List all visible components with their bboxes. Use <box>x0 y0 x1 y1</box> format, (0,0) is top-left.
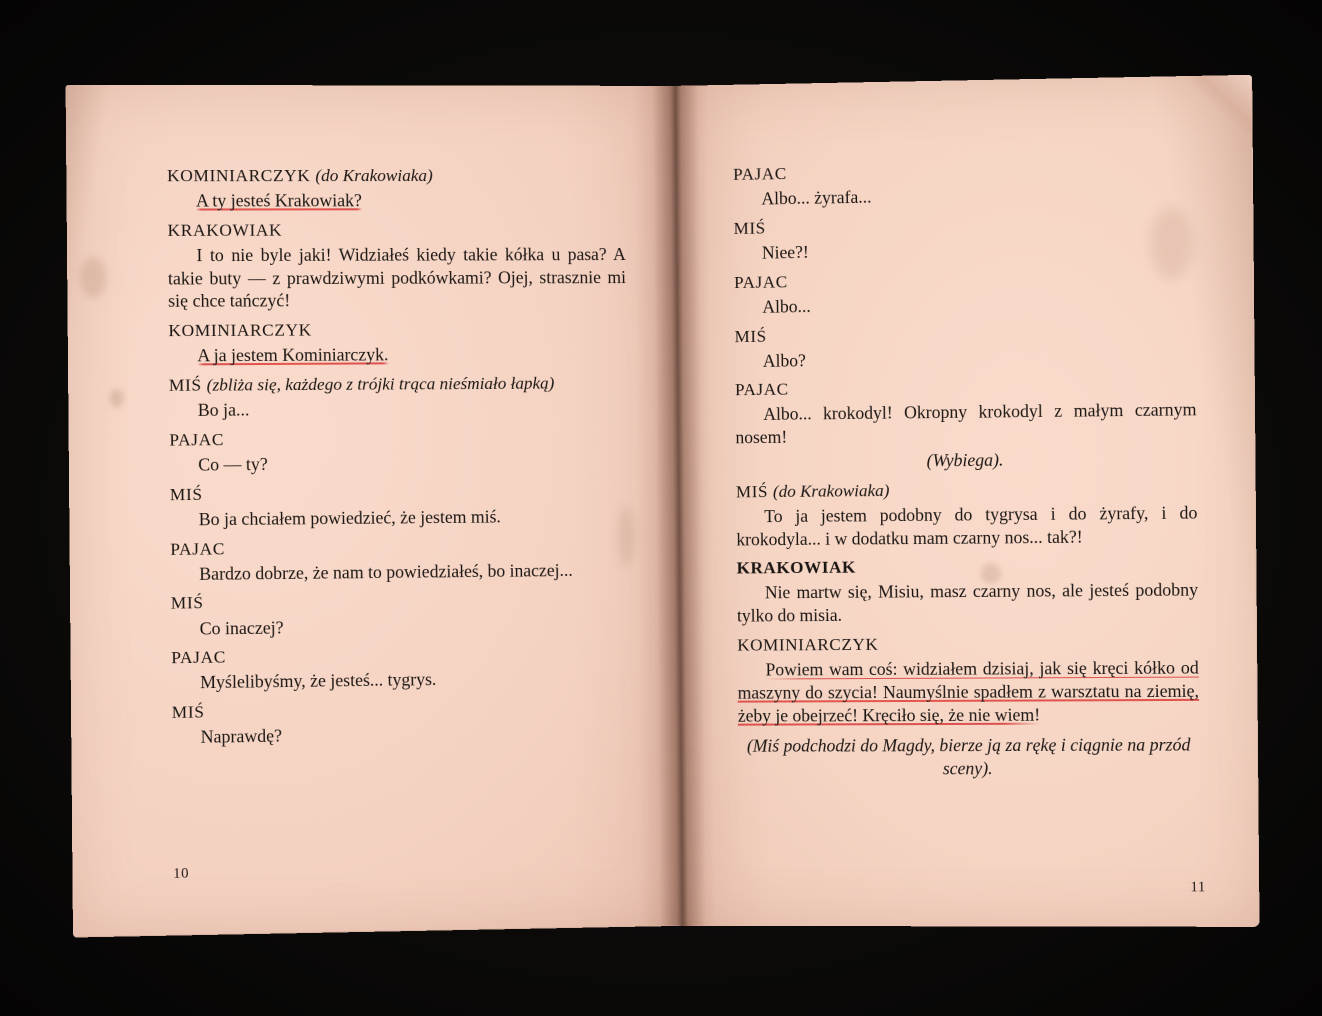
dialogue-line: Albo... krokodyl! Okropny krokodyl z małym czarnym nosem! <box>735 399 1197 448</box>
dialogue-line: Nie martw się, Misiu, masz czarny nos, ale jesteś podobny tylko do misia. <box>736 579 1199 626</box>
paper-stain <box>109 389 124 407</box>
red-underline-annotation: A ty jesteś Krakowiak? <box>195 190 362 211</box>
speaker-label: MIŚ <box>171 702 205 723</box>
open-book <box>74 81 1251 931</box>
speaker-label: PAJAC <box>734 379 789 400</box>
speaker-label <box>736 477 1197 503</box>
speaker-label: PAJAC <box>170 538 226 559</box>
page-edge-bottom-left <box>75 925 680 938</box>
dialogue-line: Myślelibyśmy, że jesteś... tygrys. <box>200 669 437 693</box>
speaker-label: MIŚ <box>734 326 767 346</box>
stage-direction: (Miś podchodzi do Magdy, bierze ją za rękę i ciągnie na przód sceny). <box>746 734 1191 779</box>
speaker-label: MIŚ <box>733 218 766 238</box>
dialogue-line: Bo ja chciałem powiedzieć, że jestem miś. <box>198 506 501 530</box>
stage-direction-inline: (do Krakowiaka) <box>315 165 433 186</box>
speaker-label: PAJAC <box>171 647 226 668</box>
dialogue-line: To ja jestem podobny do tygrysa i do żyrafy, i do krokodyla... i w dodatku mam czarny nos... tak?! <box>736 502 1198 549</box>
paper-stain <box>79 257 106 298</box>
page-corner-curl <box>1192 75 1254 133</box>
right-page-text-column <box>733 149 1200 781</box>
dialogue-line: Niee?! <box>761 241 809 263</box>
page-edge-right <box>1251 79 1259 923</box>
dialogue-line: Co inaczej? <box>199 616 284 639</box>
red-underline-annotation: Powiem wam coś: widziałem dzisiaj, jak się kręci kółko od maszyny do szycia! Naumyślnie spadłem z warsztatu na ziemię, żeby je obejrzeć! Kręciło się, że nie wiem! <box>737 657 1200 726</box>
stage-direction: (Wybiega). <box>926 449 1004 471</box>
book-page-right <box>674 75 1259 927</box>
red-underline-annotation: A ja jestem Kominiarczyk. <box>197 344 389 366</box>
speaker-label: MIŚ <box>169 484 203 504</box>
speaker-name: MIŚ <box>168 375 202 395</box>
speaker-label: PAJAC <box>734 271 788 292</box>
page-number-right: 11 <box>1190 879 1206 896</box>
dialogue-line <box>169 342 627 367</box>
stage-direction-inline: (do Krakowiaka) <box>772 480 890 501</box>
speaker-label: KOMINIARCZYK <box>737 634 879 655</box>
dialogue-line: Naprawdę? <box>200 725 283 748</box>
page-number-left: 10 <box>173 865 190 882</box>
speaker-label: PAJAC <box>169 429 225 450</box>
speaker-label: KRAKOWIAK <box>736 557 857 578</box>
dialogue-line <box>737 656 1199 727</box>
speaker-label <box>169 372 627 397</box>
speaker-name: KOMINIARCZYK <box>166 165 311 186</box>
dialogue-line: Bo ja... <box>197 399 250 421</box>
dialogue-line: Albo? <box>762 349 806 371</box>
dialogue-line: Albo... <box>762 295 811 317</box>
speaker-label: PAJAC <box>733 163 787 184</box>
speaker-label: MIŚ <box>170 593 204 613</box>
dialogue-line: Bardzo dobrze, że nam to powiedziałeś, bo inaczej... <box>199 559 573 584</box>
dialogue-line: I to nie byle jaki! Widziałeś kiedy takie kółka u pasa? A takie buty — z prawdziwymi podkówkami? Ojej, strasznie mi się chce tańczyć! <box>167 243 627 312</box>
book-page-left <box>66 85 682 938</box>
speaker-name: MIŚ <box>735 481 769 502</box>
dialogue-line <box>167 189 625 212</box>
stage-direction-inline: (zbliża się, każdego z trójki trąca nieśmiało łapką) <box>206 373 555 395</box>
speaker-label: KRAKOWIAK <box>167 220 283 240</box>
dialogue-line: Co — ty? <box>198 453 268 475</box>
speaker-label: KOMINIARCZYK <box>168 320 312 341</box>
speaker-label <box>167 165 625 187</box>
dialogue-line: Albo... żyrafa... <box>761 186 872 209</box>
left-page-text-column <box>167 158 630 749</box>
